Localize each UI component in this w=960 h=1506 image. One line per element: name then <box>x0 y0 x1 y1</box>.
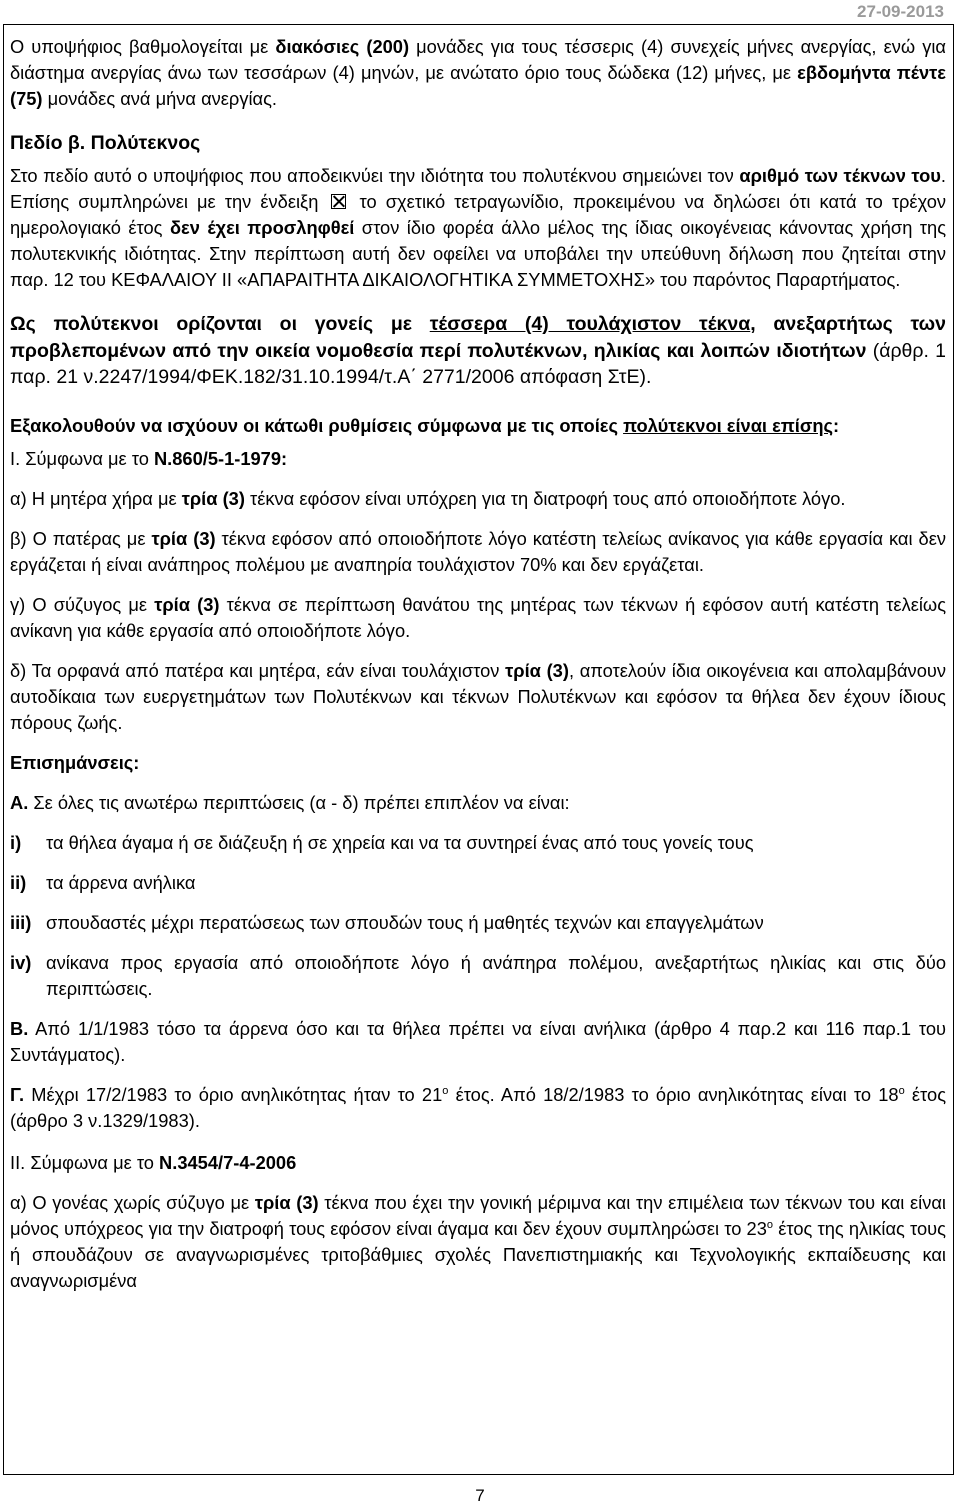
law-860-heading: Ι. Σύμφωνα με το Ν.860/5-1-1979: <box>10 447 288 469</box>
page-number: 7 <box>475 1486 485 1505</box>
field-b-title: Πεδίο β. Πολύτεκνος <box>10 132 201 154</box>
large-family-definition: Ως πολύτεκνοι ορίζονται οι γονείς με τέσσερα (4) τουλάχιστον τέκνα, ανεξαρτήτως των προβλεπομένων από την οικεία νομοθεσία περί πολυτέκνων, ηλικίας και λοιπών ιδιοτήτων (άρθρ. 1 παρ. 21 ν.2247/1994/ΦΕΚ.182/31.10.1994/τ.Α΄ 2771/2006 απόφαση ΣτΕ). <box>10 313 946 388</box>
note-item: iii) σπουδαστές μέχρι περατώσεως των σπουδών τους ή μαθητές τεχνών και επαγγελμάτων <box>10 911 764 933</box>
paragraph-unemployment-points: Ο υποψήφιος βαθμολογείται με διακόσιες (200) μονάδες για τους τέσσερις (4) συνεχείς μήνες ανεργίας, ενώ για διάστημα ανεργίας άνω των τεσσάρων (4) μηνών, με ανώτατο όριο τους δώδεκα (12) μήνες, με εβδομήντα πέντε (75) μονάδες ανά μήνα ανεργίας. <box>10 36 946 109</box>
note-a: Α. Σε όλες τις ανωτέρω περιπτώσεις (α - δ) πρέπει επιπλέον να είναι: <box>10 791 570 813</box>
case-c: γ) Ο σύζυγος με τρία (3) τέκνα σε περίπτωση θανάτου της μητέρας των τέκνων ή εφόσον αυτή κατέστη τελείως ανίκανη για κάθε εργασία από οποιοδήποτε λόγο. <box>10 593 946 641</box>
document-body <box>10 34 946 1294</box>
law-3454-case-a: α) Ο γονέας χωρίς σύζυγο με τρία (3) τέκνα που έχει την γονική μέριμνα και την επιμέλεια των τέκνων του και είναι μόνος υπόχρεος για την διατροφή τους εφόσον είναι άγαμα και δεν έχουν συμπληρώσει το $23^o$ έτος της ηλικίας τους ή σπουδάζουν σε αναγνωρισμένες τριτοβάθμιες σχολές Πανεπιστημιακής και Τεχνολογικής εκπαίδευσης και αναγνωρισμένα <box>10 1191 946 1291</box>
checkbox-x-icon <box>331 194 346 209</box>
law-3454-heading: ΙΙ. Σύμφωνα με το Ν.3454/7-4-2006 <box>10 1151 297 1173</box>
note-item: i) τα θήλεα άγαμα ή σε διάζευξη ή σε χηρεία και να τα συντηρεί ένας από τους γονείς τους <box>10 831 754 853</box>
note-item: ii) τα άρρενα ανήλικα <box>10 871 196 893</box>
field-b-paragraph: Στο πεδίο αυτό ο υποψήφιος που αποδεικνύει την ιδιότητα του πολυτέκνου σημειώνει τον αριθμό των τέκνων του. Επίσης συμπληρώνει με την ένδειξη το σχετικό τετραγωνίδιο, προκειμένου να δηλώσει ότι κατά το τρέχον ημερολογιακό έτος δεν έχει προσληφθεί στον ίδιο φορέα άλλο μέλος της ίδιας οικογένειας κάνοντας χρήση της πολυτεκνικής ιδιότητας. Στην περίπτωση αυτή δεν οφείλει να υποβάλει την υπεύθυνη δήλωση που ζητείται στην παρ. 12 του ΚΕΦΑΛΑΙΟΥ ΙΙ «ΑΠΑΡΑΙΤΗΤΑ ΔΙΚΑΙΟΛΟΓΗΤΙΚΑ ΣΥΜΜΕΤΟΧΗΣ» του παρόντος Παραρτήματος. <box>10 165 947 290</box>
case-d: δ) Τα ορφανά από πατέρα και μητέρα, εάν είναι τουλάχιστον τρία (3), αποτελούν ίδια οικογένεια και απολαμβάνουν αυτοδίκαια των ευεργετημάτων των Πολυτέκνων και τέκνων Πολυτέκνων και εφόσον τα θήλεα δεν έχουν ίδιους πόρους ζωής. <box>10 659 946 733</box>
case-a: α) Η μητέρα χήρα με τρία (3) τέκνα εφόσον είναι υπόχρεη για τη διατροφή τους από οποιοδήποτε λόγο. <box>10 487 846 509</box>
following-provisions: Εξακολουθούν να ισχύουν οι κάτωθι ρυθμίσεις σύμφωνα με τις οποίες πολύτεκνοι είναι επίσης: <box>10 414 840 436</box>
note-item: iv) ανίκανα προς εργασία από οποιοδήποτε λόγο ή ανάπηρα πολέμου, ανεξαρτήτως ηλικίας και στις δύο περιπτώσεις. <box>10 951 946 999</box>
document-date: 27-09-2013 <box>857 2 944 21</box>
notes-title: Επισημάνσεις: <box>10 751 140 773</box>
note-g: Γ. Μέχρι 17/2/1983 το όριο ανηλικότητας ήταν το $21^o$ έτος. Από 18/2/1983 το όριο ανηλικότητας είναι το $18^o$ έτος (άρθρο 3 ν.1329/1983). <box>10 1083 947 1131</box>
case-b: β) Ο πατέρας με τρία (3) τέκνα εφόσον από οποιοδήποτε λόγο κατέστη τελείως ανίκανος για κάθε εργασία και δεν εργάζεται ή είναι ανάπηρος πολέμου με αναπηρία τουλάχιστον 70% και δεν εργάζεται. <box>10 527 946 575</box>
note-b: Β. Από 1/1/1983 τόσο τα άρρενα όσο και τα θήλεα πρέπει να είναι ανήλικα (άρθρο 4 παρ.2 και 116 παρ.1 του Συντάγματος). <box>10 1017 946 1065</box>
